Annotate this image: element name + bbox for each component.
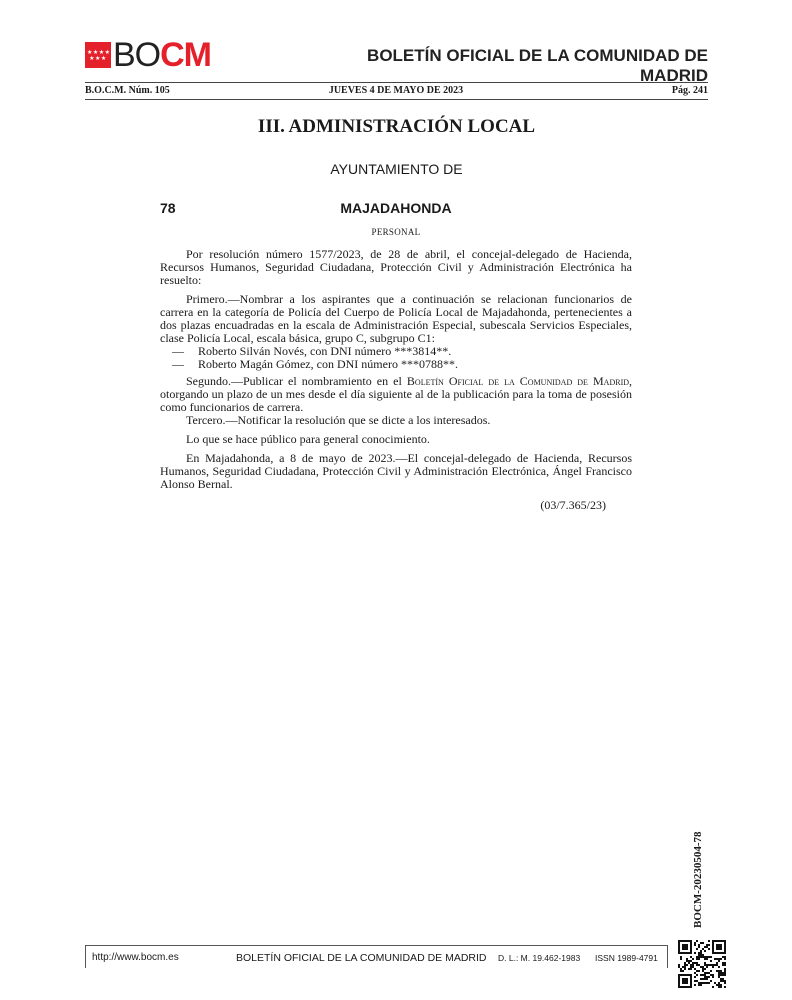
header-rule (85, 82, 708, 83)
municipality: MAJADAHONDA (340, 200, 452, 216)
list-item: — Roberto Silván Novés, con DNI número ***3814**. (172, 344, 452, 358)
appointee-list (160, 345, 632, 371)
footer-title: BOLETÍN OFICIAL DE LA COMUNIDAD DE MADRID (236, 952, 487, 964)
page-number: Pág. 241 (671, 85, 708, 96)
qr-code-icon (678, 940, 726, 988)
issue-date: JUEVES 4 DE MAYO DE 2023 (328, 85, 464, 96)
document-code: BOCM-20230504-78 (692, 831, 704, 928)
madrid-flag-icon: ★★★★ ★★★ (85, 42, 111, 68)
paragraph-signature: En Majadahonda, a 8 de mayo de 2023.—El concejal-delegado de Hacienda, Recursos Humanos, Seguridad Ciudadana, Protección Civil y Administración Electrónica, Ángel Francisco Alonso Bernal. (160, 451, 632, 491)
list-item: — Roberto Magán Gómez, con DNI número ***0788**. (172, 357, 458, 371)
bocm-logo (85, 38, 211, 72)
issuing-body: AYUNTAMIENTO DE (330, 161, 463, 177)
paragraph-first: Primero.—Nombrar a los aspirantes que a continuación se relacionan funcionarios de carrera en la categoría de Policía del Cuerpo de Policía Local de Majadahonda, pertenecientes a dos plazas encuadradas en la escala de Administración Especial, subescala Servicios Especiales, clase Policía Local, escala básica, grupo C, subgrupo C1: (160, 292, 632, 345)
footer-url-link[interactable]: http://www.bocm.es (92, 952, 179, 963)
paragraph-resolution: Por resolución número 1577/2023, de 28 de abril, el concejal-delegado de Hacienda, Recursos Humanos, Seguridad Ciudadana, Protección Civil y Administración Electrónica ha resuelto: (160, 247, 632, 287)
section-title: III. ADMINISTRACIÓN LOCAL (257, 116, 536, 137)
announcement-body (160, 248, 632, 512)
reference-code: (03/7.365/23) (540, 498, 606, 512)
paragraph-second: Segundo.—Publicar el nombramiento en el Boletín Oficial de la Comunidad de Madrid, otorgando un plazo de un mes desde el día siguiente al de la publicación para la toma de posesión como funcionarios de carrera. (160, 374, 633, 414)
publication-name: Boletín Oficial de la Comunidad de Madrid (406, 374, 630, 388)
legal-deposit: D. L.: M. 19.462-1983 (498, 953, 581, 963)
logo-text-cm: CM (160, 36, 212, 74)
meta-rule (85, 99, 708, 100)
logo-text-bo: BO (113, 36, 161, 74)
issn: ISSN 1989-4791 (595, 953, 658, 963)
paragraph-third: Tercero.—Notificar la resolución que se dicte a los interesados. (186, 413, 491, 427)
announcement-subject: PERSONAL (371, 227, 421, 237)
bulletin-title: BOLETÍN OFICIAL DE LA COMUNIDAD DE MADRID (367, 46, 708, 85)
paragraph-public: Lo que se hace público para general conocimiento. (186, 432, 430, 446)
issue-number: B.O.C.M. Núm. 105 (85, 85, 170, 96)
announcement-number: 78 (160, 200, 176, 216)
